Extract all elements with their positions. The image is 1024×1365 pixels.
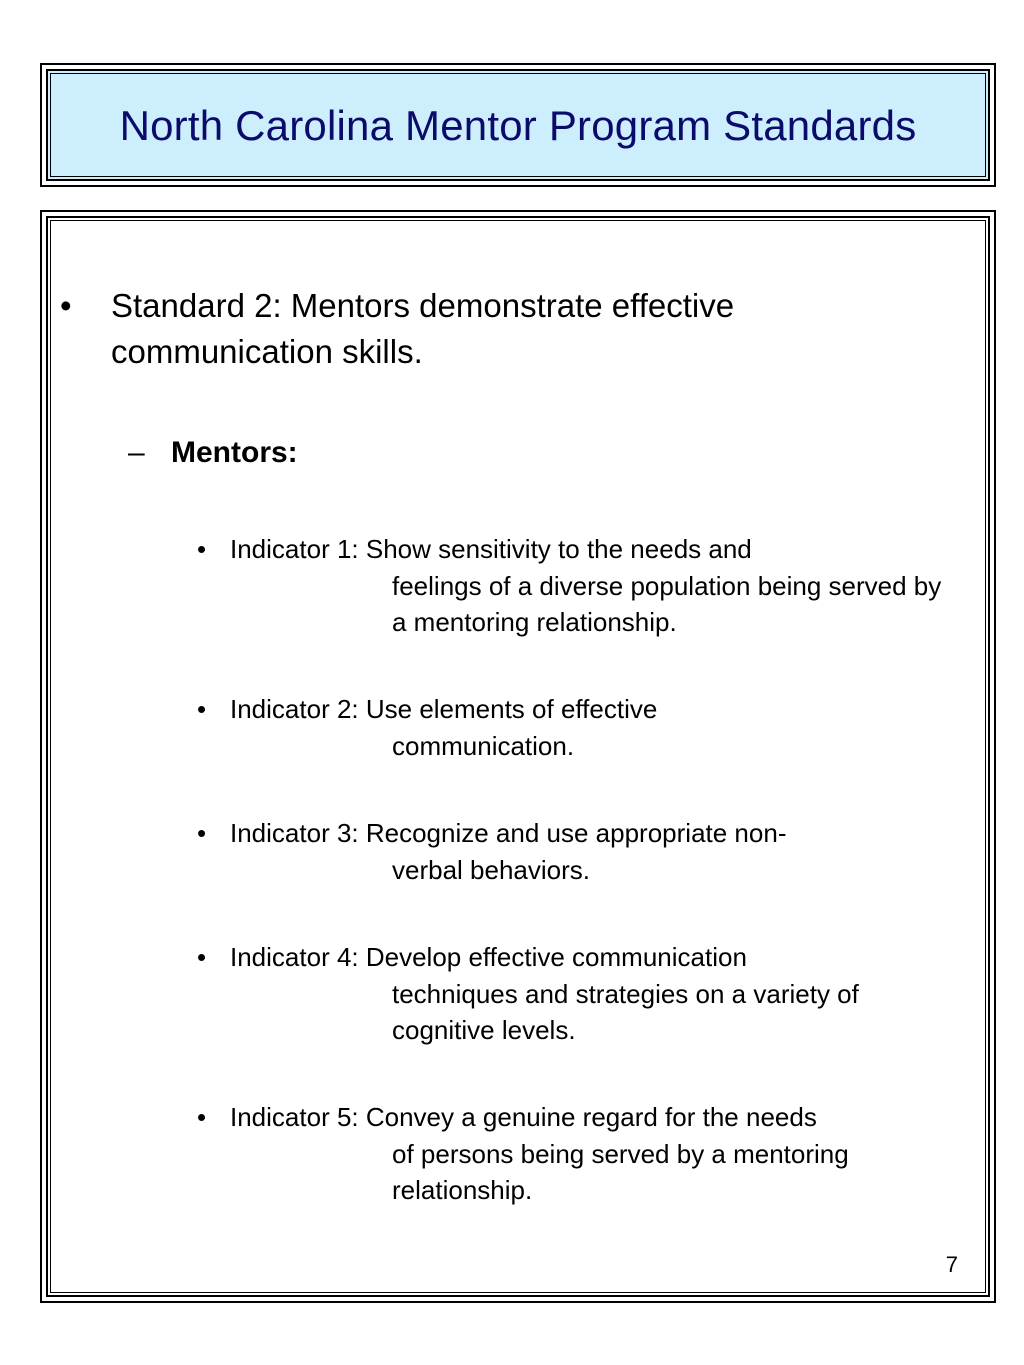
subheading-item bbox=[128, 433, 298, 473]
bullet-icon: • bbox=[197, 818, 207, 848]
indicator-first-line: Indicator 4: Develop effective communication bbox=[230, 942, 747, 972]
indicator-item-3 bbox=[197, 815, 957, 888]
indicator-continuation: verbal behaviors. bbox=[392, 854, 590, 885]
title-box-inner bbox=[46, 69, 990, 181]
standard-bullet-item bbox=[60, 283, 940, 375]
bullet-icon: • bbox=[60, 287, 72, 324]
indicator-first-line: Indicator 1: Show sensitivity to the needs and bbox=[230, 534, 752, 564]
indicator-first-line: Indicator 3: Recognize and use appropriate non- bbox=[230, 818, 787, 848]
indicator-continuation: feelings of a diverse population being served by a mentoring relationship. bbox=[392, 570, 942, 637]
bullet-icon: • bbox=[197, 694, 207, 724]
indicator-continuation: of persons being served by a mentoring relationship. bbox=[392, 1138, 849, 1205]
bullet-icon: • bbox=[197, 1102, 207, 1132]
indicator-item-1 bbox=[197, 531, 957, 641]
indicator-item-2 bbox=[197, 691, 957, 764]
title-box-content bbox=[50, 73, 986, 177]
indicator-item-4 bbox=[197, 939, 957, 1049]
page-title: North Carolina Mentor Program Standards bbox=[119, 102, 917, 149]
title-box bbox=[40, 63, 996, 187]
bullet-icon: • bbox=[197, 942, 207, 972]
indicator-continuation: techniques and strategies on a variety of cognitive levels. bbox=[392, 978, 859, 1045]
slide-number: 7 bbox=[945, 1252, 958, 1277]
indicator-first-line: Indicator 5: Convey a genuine regard for the needs bbox=[230, 1102, 817, 1132]
dash-icon: – bbox=[128, 436, 145, 469]
indicator-first-line: Indicator 2: Use elements of effective bbox=[230, 694, 658, 724]
subheading-text: Mentors: bbox=[171, 436, 298, 469]
indicator-item-5 bbox=[197, 1099, 957, 1209]
bullet-icon: • bbox=[197, 534, 207, 564]
standard-text: Standard 2: Mentors demonstrate effective communication skills. bbox=[111, 287, 735, 370]
indicator-continuation: communication. bbox=[392, 730, 575, 761]
